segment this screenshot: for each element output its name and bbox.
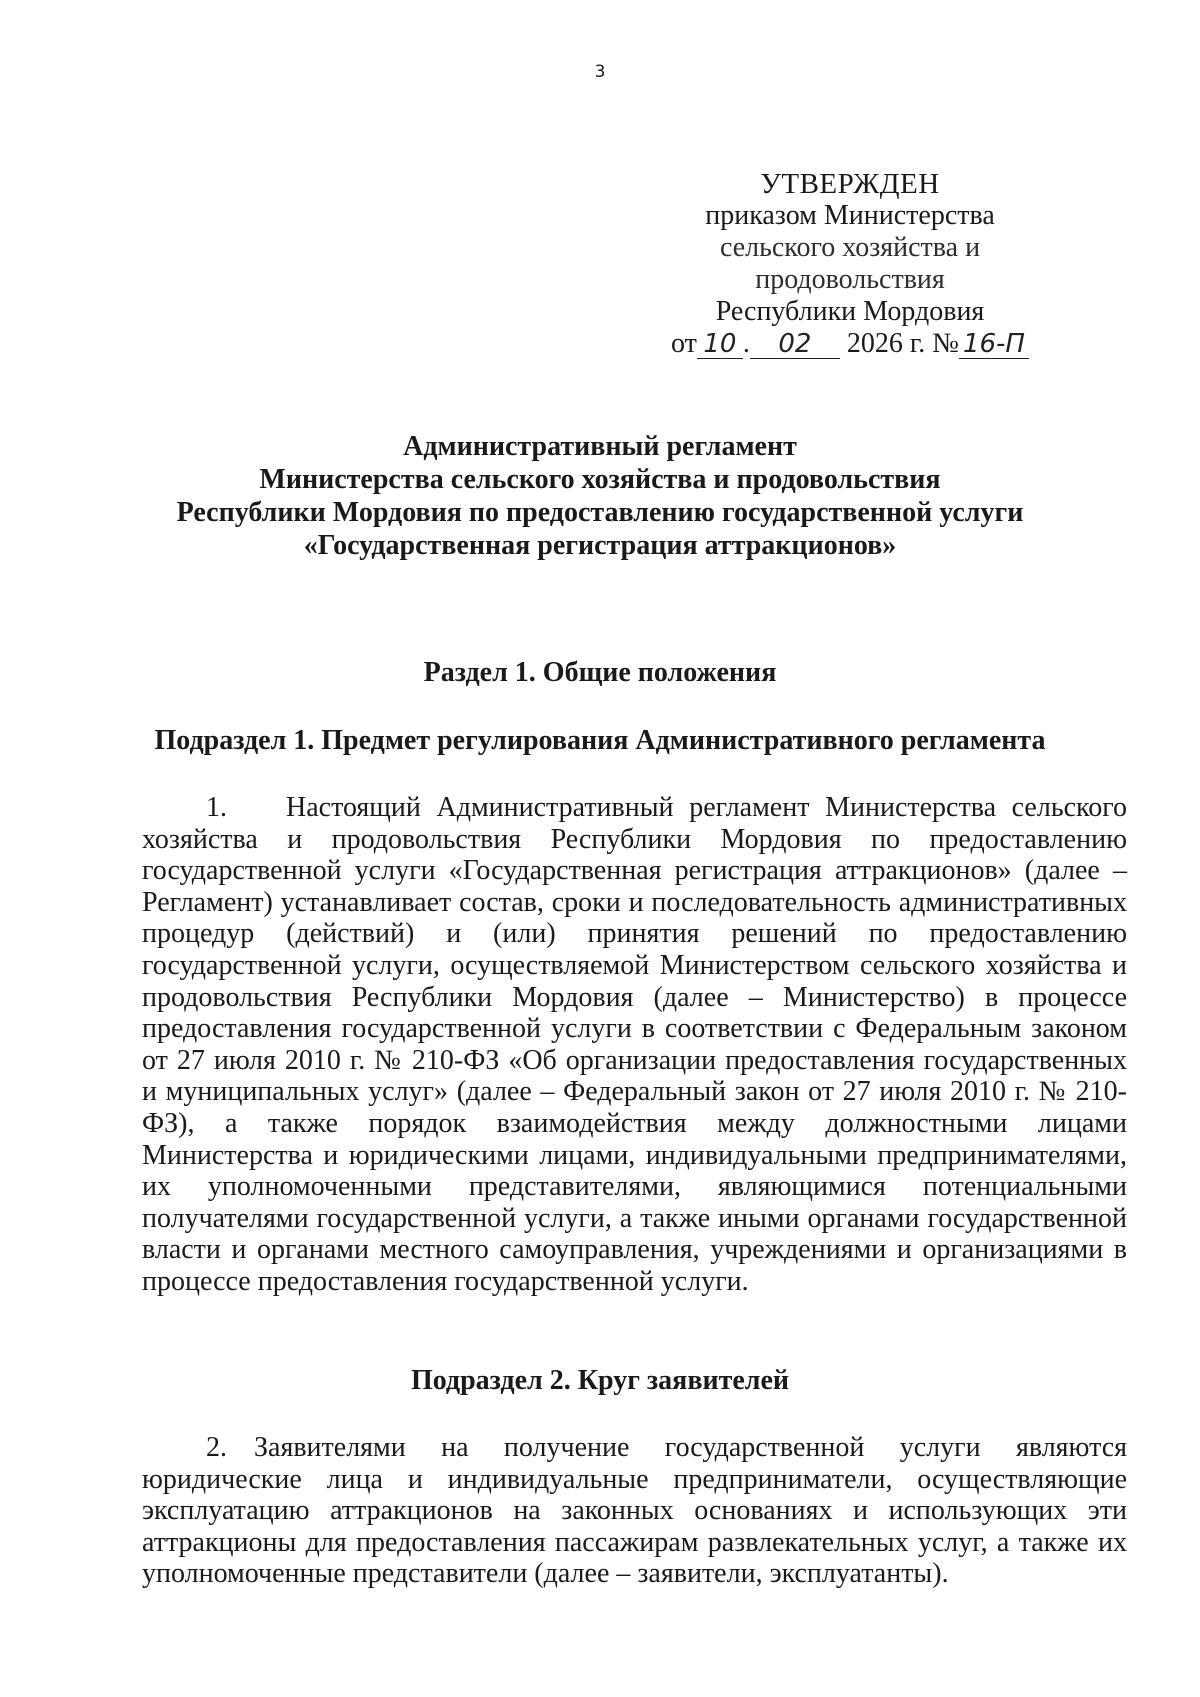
paragraph-2-text: Заявителями на получение государственной услуги являются юридические лица и индивидуальные предприниматели, осуществляющие эксплуатацию аттракционов на законных основаниях и использующих эти аттракционы для предоставления пассажирам развлекательных услуг, а также их уполномоченные представители (далее – заявители, эксплуатанты). [142,1432,1127,1590]
paragraph-2-number: 2. [206,1432,227,1463]
handwritten-day: 10 [697,330,743,359]
subsection-2-heading: Подраздел 2. Круг заявителей [410,1365,790,1396]
document-title [120,430,1080,562]
subsection-1-heading: Подраздел 1. Предмет регулирования Административного регламента [154,725,1046,756]
paragraph-2 [142,1432,1127,1590]
paragraph-1-text: Настоящий Административный регламент Министерства сельского хозяйства и продовольствия Республики Мордовия по предоставлению государственной услуги «Государственная регистрация аттракционов» (далее – Регламент) устанавливает состав, сроки и последовательность административных процедур (действий) и (или) принятия решений по предоставлению государственной услуги, осуществляемой Министерством сельского хозяйства и продовольствия Республики Мордовия (далее – Министерство) в процессе предоставления государственной услуги в соответствии с Федеральным законом от 27 июля 2010 г. № 210-ФЗ «Об организации предоставления государственных и муниципальных услуг» (далее – Федеральный закон от 27 июля 2010 г. № 210-ФЗ), а также порядок взаимодействия между должностными лицами Министерства и юридическими лицами, индивидуальными предпринимателями, их уполномоченными представителями, являющимися потенциальными получателями государственной услуги, а также иными органами государственной власти и органами местного самоуправления, учреждениями и организациями в процессе предоставления государственной услуги. [142,792,1127,1297]
approval-heading: УТВЕРЖДЕН [760,168,940,200]
handwritten-month: 02 [750,330,840,359]
date-prefix: от [671,328,697,359]
section-heading: Раздел 1. Общие положения [423,657,777,688]
approval-line-order: приказом Министерства [705,200,995,231]
date-year: 2026 г. № [846,328,959,359]
page-number: 3 [594,62,606,82]
approval-line-ministry: сельского хозяйства и продовольствия [719,232,981,295]
paragraph-1-number: 1. [206,792,227,823]
paragraph-1 [142,792,1127,1298]
title-line-1: Административный регламент [403,431,797,462]
approval-date-line: от 10 . 02 2026 г. № 16-П [640,328,1060,360]
title-line-2: Министерства сельского хозяйства и продовольствия [259,464,941,495]
approval-line-republic: Республики Мордовия [715,296,985,327]
title-line-4: «Государственная регистрация аттракционов» [303,530,897,561]
title-line-3: Республики Мордовия по предоставлению государственной услуги [176,497,1024,528]
approval-stamp [640,168,1060,360]
handwritten-order-number: 16-П [959,330,1029,359]
